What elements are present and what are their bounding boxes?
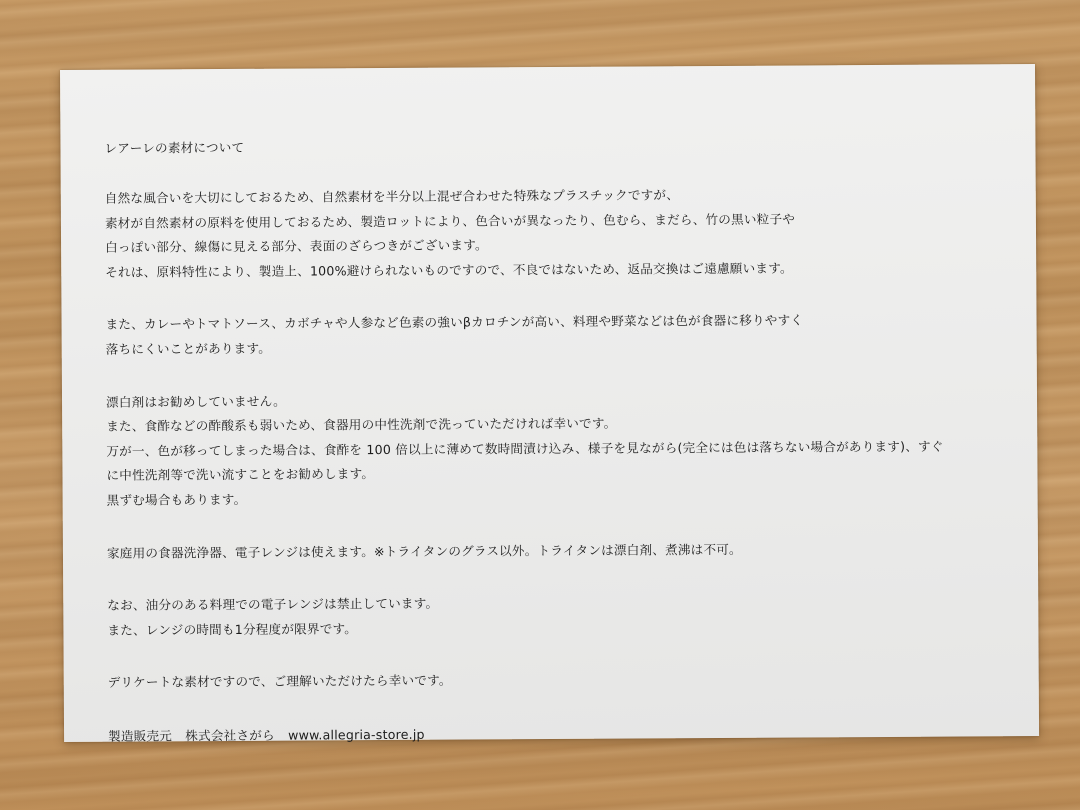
printed-notice-sheet (60, 64, 1039, 742)
text-line: 落ちにくいことがあります。 (105, 340, 272, 357)
text-line: なお、油分のある料理での電子レンジは禁止しています。 (107, 595, 439, 613)
text-line: 万が一、色が移ってしまった場合は、食酢を 100 倍以上に薄めて数時間漬け込み、様子を見ながら(完全には色は落ちない場合があります)、すぐ (106, 438, 944, 459)
notice-title: レアーレの素材について (104, 139, 245, 156)
text-line: 白っぽい部分、線傷に見える部分、表面のざらつきがございます。 (105, 237, 488, 255)
text-line: 家庭用の食器洗浄器、電子レンジは使えます。※トライタンのグラス以外。トライタンは漂白剤、煮沸は不可。 (106, 541, 742, 561)
store-url: www.allegria-store.jp (287, 726, 425, 743)
text-line: また、カレーやトマトソース、カボチャや人参など色素の強いβカロチンが高い、料理や野菜などは色が食器に移りやすく (105, 312, 804, 333)
text-line: また、食酢などの酢酸系も弱いため、食器用の中性洗剤で洗っていただければ幸いです。 (106, 415, 617, 434)
paragraph-dishwasher-microwave (107, 536, 1008, 566)
text-line: 黒ずむ場合もあります。 (106, 491, 247, 508)
text-line: デリケートな素材ですので、ご理解いただけたら幸いです。 (107, 672, 452, 691)
text-line: 素材が自然素材の原料を使用しておるため、製造ロットにより、色合いが異なったり、色むら、まだら、竹の黒い粒子や (104, 211, 796, 231)
paragraph-closing (108, 666, 1009, 696)
paragraph-cleaning-instructions (106, 385, 1008, 513)
paragraph-material-characteristics (105, 181, 1007, 285)
manufacturer-label: 製造販売元 (108, 728, 173, 744)
notice-body (104, 130, 1009, 748)
text-line: に中性洗剤等で洗い流すことをお勧めします。 (106, 466, 375, 484)
company-name: 株式会社さがら (185, 727, 275, 744)
text-line: 自然な風合いを大切にしておるため、自然素材を半分以上混ぜ合わせた特殊なプラスチックですが、 (104, 187, 680, 206)
text-line: 漂白剤はお勧めしていません。 (105, 393, 286, 410)
paragraph-microwave-limits (107, 588, 1008, 643)
paragraph-staining-warning (105, 308, 1006, 363)
text-line: それは、原料特性により、製造上、100%避けられないものですので、不良ではないため、返品交換はご遠慮願います。 (105, 260, 793, 280)
text-line: また、レンジの時間も1分程度が限界です。 (107, 620, 358, 638)
